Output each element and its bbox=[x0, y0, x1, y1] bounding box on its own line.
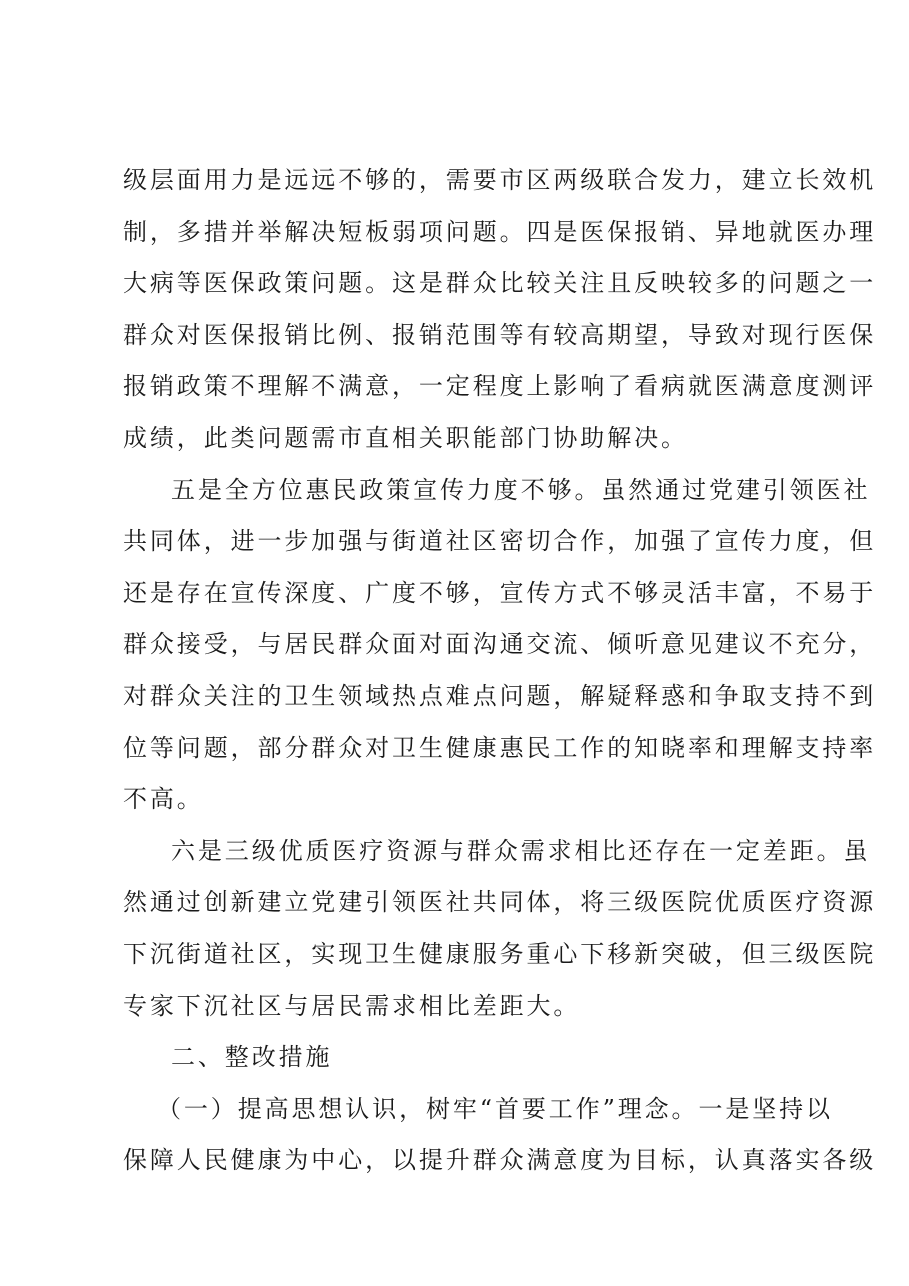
paragraph-line: 群众对医保报销比例、报销范围等有较高期望，导致对现行医保 bbox=[123, 320, 877, 349]
paragraph-line: 不高。 bbox=[123, 785, 204, 814]
paragraph-line: （一）提高思想认识，树牢“首要工作”理念。一是坚持以 bbox=[157, 1094, 833, 1123]
paragraph-line: 级层面用力是远远不够的，需要市区两级联合发力，建立长效机 bbox=[123, 166, 877, 194]
paragraph-line: 报销政策不理解不满意，一定程度上影响了看病就医满意度测评 bbox=[123, 372, 877, 401]
paragraph-line: 然通过创新建立党建引领医社共同体，将三级医院优质医疗资源 bbox=[123, 888, 877, 917]
paragraph-line: 大病等医保政策问题。这是群众比较关注且反映较多的问题之一 bbox=[123, 269, 877, 298]
section-heading: 二、整改措施 bbox=[171, 1043, 333, 1072]
paragraph-line: 位等问题，部分群众对卫生健康惠民工作的知晓率和理解支持率 bbox=[123, 733, 877, 762]
document-body bbox=[123, 155, 877, 1187]
paragraph-line: 专家下沉社区与居民需求相比差距大。 bbox=[123, 991, 581, 1020]
paragraph-line: 六是三级优质医疗资源与群众需求相比还存在一定差距。虽 bbox=[171, 836, 871, 865]
paragraph-line: 下沉街道社区，实现卫生健康服务重心下移新突破，但三级医院 bbox=[123, 939, 877, 968]
paragraph-line: 保障人民健康为中心，以提升群众满意度为目标，认真落实各级 bbox=[123, 1146, 877, 1175]
paragraph-line: 群众接受，与居民群众面对面沟通交流、倾听意见建议不充分， bbox=[123, 630, 877, 659]
paragraph-line: 对群众关注的卫生领域热点难点问题，解疑释惑和争取支持不到 bbox=[123, 681, 877, 710]
paragraph-line: 共同体，进一步加强与街道社区密切合作，加强了宣传力度，但 bbox=[123, 527, 877, 556]
paragraph-line: 还是存在宣传深度、广度不够，宣传方式不够灵活丰富，不易于 bbox=[123, 578, 877, 607]
paragraph-line: 成绩，此类问题需市直相关职能部门协助解决。 bbox=[123, 423, 688, 452]
paragraph-line: 五是全方位惠民政策宣传力度不够。虽然通过党建引领医社 bbox=[171, 475, 871, 504]
paragraph-line: 制，多措并举解决短板弱项问题。四是医保报销、异地就医办理 bbox=[123, 217, 877, 246]
